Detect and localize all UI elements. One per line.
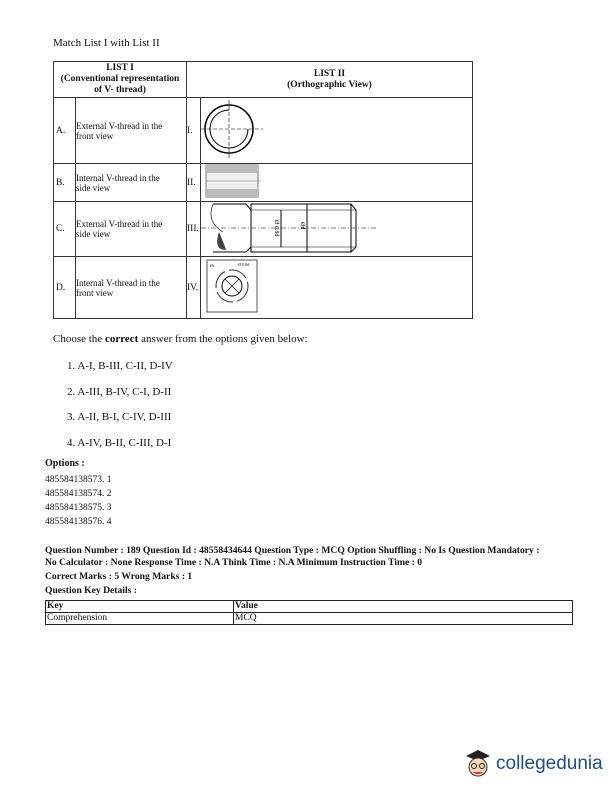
key-cell: Comprehension [46,613,234,625]
figure-side-external [201,202,473,257]
row-roman: III. [187,202,201,257]
option-id: 485584138575. 3 [45,503,112,513]
row-letter: D. [54,257,76,319]
list1-header: LIST I (Conventional representation of V- thread) [54,62,187,98]
answer-option-1: 1. A-I, B-III, C-II, D-IV [67,360,173,372]
prompt-text: Choose the correct answer from the options given below: [53,333,308,345]
dim-label: Ø 0.8d [273,220,279,237]
options-list [45,473,112,529]
figure-front-external [201,98,473,164]
value-header: Value [234,601,573,613]
answer-option-4: 4. A-IV, B-II, C-III, D-I [67,437,172,449]
dim-label: Ød [299,222,305,230]
nut-figure [201,257,281,315]
row-text: External V-thread in the side view [76,202,187,257]
key-table [45,600,573,625]
option-id: 485584138576. 4 [45,517,112,527]
table-row [54,98,473,164]
option-id: 485584138574. 2 [45,489,112,499]
answer-option-3: 3. A-II, B-I, C-IV, D-III [67,411,172,423]
thread-circle-figure [201,98,281,160]
table-row [54,257,473,319]
options-label: Options : [45,458,85,469]
row-roman: II. [187,164,201,202]
dim-label: Øc [210,263,215,268]
row-text: Internal V-thread in the side view [76,164,187,202]
collegedunia-logo: collegedunia [462,748,603,780]
key-details-label: Question Key Details : [45,585,137,596]
row-roman: I. [187,98,201,164]
match-table [53,61,473,319]
table-row [54,202,473,257]
mascot-icon [462,748,492,780]
row-letter: B. [54,164,76,202]
row-text: Internal V-thread in the front view [76,257,187,319]
internal-thread-section [201,164,281,198]
row-text: External V-thread in the front view [76,98,187,164]
marks: Correct Marks : 5 Wrong Marks : 1 [45,571,193,582]
table-row [54,164,473,202]
option-id: 485584138573. 1 [45,475,112,485]
answer-option-2: 2. A-III, B-IV, C-I, D-II [67,386,172,398]
key-header: Key [46,601,234,613]
bolt-figure [201,202,471,253]
row-letter: A. [54,98,76,164]
figure-side-internal [201,164,473,202]
value-cell: MCQ [234,613,573,625]
figure-front-internal [201,257,473,319]
list2-header: LIST II (Orthographic View) [187,62,473,98]
row-letter: C. [54,202,76,257]
row-roman: IV. [187,257,201,319]
dim-label: Ø 0.8d [238,262,249,267]
question-meta: Question Number : 189 Question Id : 48558434644 Question Type : MCQ Option Shuffling : No Is Question Mandatory : No Calculator : None Response Time : N.A Think Time : N.A Minimum Instruction Time : 0 [45,545,540,568]
intro-text: Match List I with List II [53,37,160,49]
